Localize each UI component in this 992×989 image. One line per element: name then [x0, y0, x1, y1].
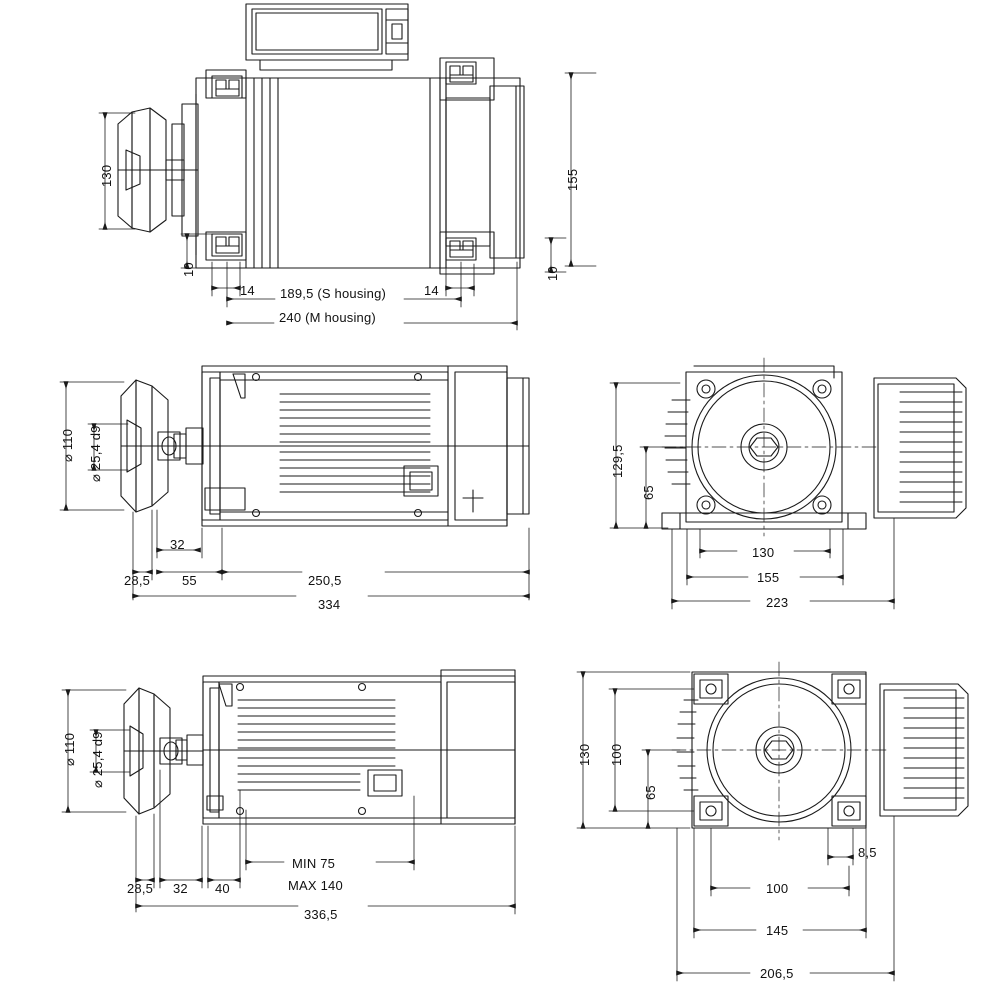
dim-side-lower-40: 40: [215, 881, 230, 896]
dim-top-130: 130: [99, 164, 114, 187]
view-top-geometry: [118, 4, 524, 274]
dim-side-lower-28-5: 28,5: [127, 881, 154, 896]
dim-side-lower-dia110: ⌀ 110: [62, 732, 77, 766]
dim-side-upper-55: 55: [182, 573, 197, 588]
dim-side-lower-dia25-4-d9: ⌀ 25,4 d9: [90, 731, 105, 788]
dim-top-10-right: 10: [545, 266, 560, 281]
dim-side-lower-max-140: MAX 140: [288, 878, 343, 893]
dim-front-lower-65: 65: [643, 785, 658, 800]
dim-side-lower-336-5: 336,5: [304, 907, 338, 922]
view-front-lower-geometry: [672, 662, 968, 840]
dim-top-155: 155: [565, 168, 580, 191]
dim-side-lower-32: 32: [173, 881, 188, 896]
dim-front-lower-8-5: 8,5: [858, 845, 877, 860]
dim-front-lower-206-5: 206,5: [760, 966, 794, 981]
dim-side-upper-dia25-4-d9: ⌀ 25,4 d9: [88, 425, 103, 482]
dim-top-14-right: 14: [424, 283, 439, 298]
dim-front-upper-130: 130: [752, 545, 775, 560]
dim-top-10-left: 10: [181, 262, 196, 277]
dim-front-upper-65: 65: [641, 485, 656, 500]
dim-front-lower-145: 145: [766, 923, 789, 938]
dim-side-upper-250-5: 250,5: [308, 573, 342, 588]
dim-side-lower-min-75: MIN 75: [292, 856, 336, 871]
view-front-upper-geometry: [662, 358, 966, 536]
dim-side-upper-28-5: 28,5: [124, 573, 151, 588]
dim-top-189-5-s-housing: 189,5 (S housing): [280, 286, 387, 301]
dim-front-upper-155: 155: [757, 570, 780, 585]
view-side-lower-geometry: [124, 670, 515, 824]
dim-front-upper-223: 223: [766, 595, 789, 610]
dim-top-14-left: 14: [240, 283, 255, 298]
dim-front-lower-100-horizontal: 100: [766, 881, 789, 896]
dim-front-lower-100-vertical: 100: [609, 743, 624, 766]
dim-top-240-m-housing: 240 (M housing): [279, 310, 376, 325]
dim-front-lower-130: 130: [577, 743, 592, 766]
view-side-upper-geometry: [121, 366, 529, 526]
dim-side-upper-32: 32: [170, 537, 185, 552]
view-side-upper-dimensions: [60, 382, 529, 600]
dim-front-upper-129-5: 129,5: [610, 444, 625, 478]
dim-side-upper-dia110: ⌀ 110: [60, 428, 75, 462]
dim-side-upper-334: 334: [318, 597, 341, 612]
